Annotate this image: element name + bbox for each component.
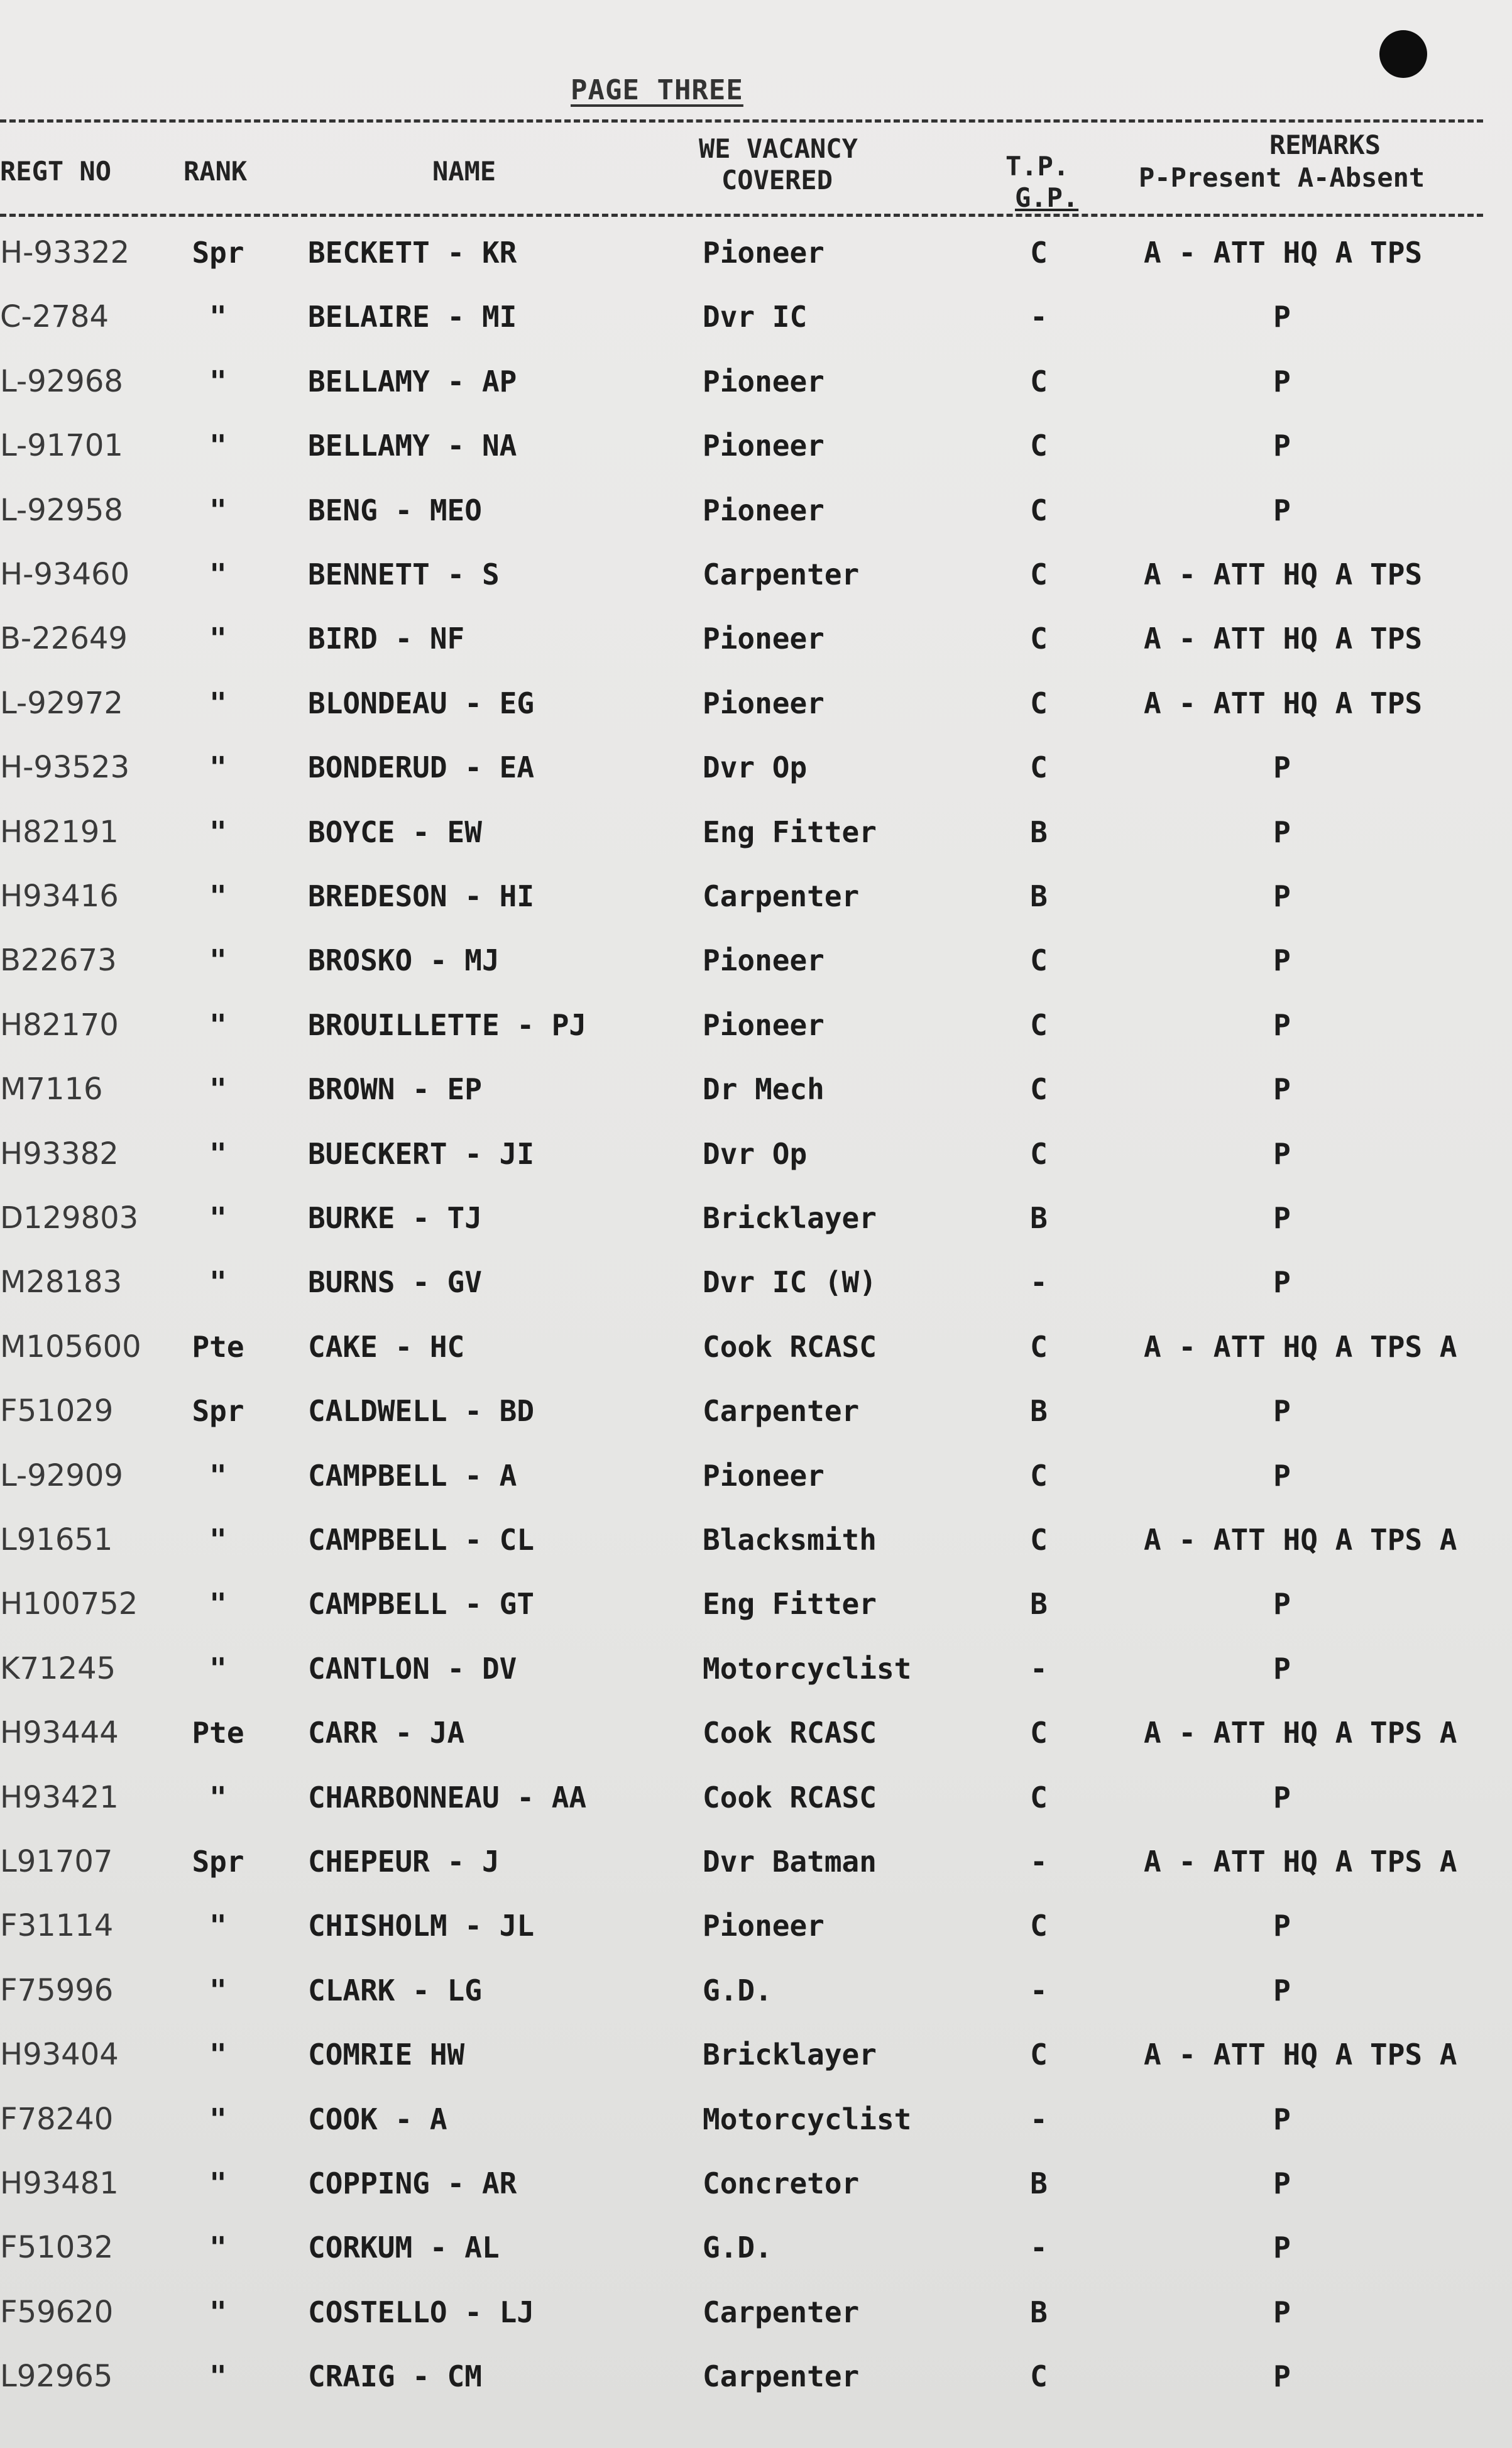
remarks-cell: P: [1273, 1394, 1291, 1428]
tp-cell: C: [1030, 1909, 1048, 1943]
remarks-cell: P: [1273, 2166, 1291, 2200]
vacancy-cell: Dvr Batman: [703, 1845, 877, 1879]
regt-no-cell: C-2784: [0, 299, 109, 334]
table-row: [0, 877, 1512, 941]
table-row: [0, 941, 1512, 1006]
rank-cell: Spr: [192, 1394, 244, 1428]
name-cell: CAMPBELL - GT: [308, 1587, 535, 1621]
regt-no-cell: H93404: [0, 2037, 119, 2072]
rank-cell: ": [209, 1008, 227, 1042]
name-cell: CORKUM - AL: [308, 2231, 500, 2264]
remarks-cell: A - ATT HQ A TPS A: [1144, 1330, 1457, 1364]
header-rank: RANK: [184, 156, 248, 187]
name-cell: CALDWELL - BD: [308, 1394, 535, 1428]
regt-no-cell: H93382: [0, 1136, 119, 1172]
regt-no-cell: M28183: [0, 1265, 123, 1300]
vacancy-cell: Bricklayer: [703, 1201, 877, 1235]
rank-cell: ": [209, 622, 227, 656]
vacancy-cell: Cook RCASC: [703, 1330, 877, 1364]
table-row: [0, 1457, 1512, 1521]
tp-cell: C: [1030, 2359, 1048, 2393]
rank-cell: ": [209, 1973, 227, 2007]
name-cell: CHEPEUR - J: [308, 1845, 500, 1879]
regt-no-cell: L-92958: [0, 493, 123, 528]
vacancy-cell: Dvr Op: [703, 750, 808, 784]
tp-cell: C: [1030, 2038, 1048, 2072]
vacancy-cell: Pioneer: [703, 1909, 824, 1943]
table-row: [0, 2036, 1512, 2100]
tp-cell: C: [1030, 750, 1048, 784]
vacancy-cell: Carpenter: [703, 2359, 860, 2393]
remarks-cell: A - ATT HQ A TPS A: [1144, 1716, 1457, 1750]
header-name: NAME: [432, 156, 496, 187]
name-cell: CAMPBELL - CL: [308, 1523, 535, 1557]
regt-no-cell: F31114: [0, 1908, 114, 1943]
table-row: [0, 491, 1512, 556]
tp-cell: C: [1030, 1459, 1048, 1493]
table-row: [0, 1199, 1512, 1263]
table-row: [0, 1972, 1512, 2036]
vacancy-cell: Motorcyclist: [703, 1652, 912, 1686]
regt-no-cell: H93444: [0, 1715, 119, 1750]
table-row: [0, 1843, 1512, 1907]
table-row: [0, 1135, 1512, 1199]
rank-cell: Pte: [192, 1330, 244, 1364]
table-row: [0, 234, 1512, 298]
header-vacancy-line2: COVERED: [721, 165, 833, 195]
name-cell: BURKE - TJ: [308, 1201, 482, 1235]
name-cell: CAMPBELL - A: [308, 1459, 517, 1493]
rank-cell: ": [209, 1781, 227, 1814]
table-row: [0, 684, 1512, 749]
remarks-cell: P: [1273, 2295, 1291, 2329]
rank-cell: ": [209, 1201, 227, 1235]
rank-cell: ": [209, 429, 227, 463]
table-row: [0, 298, 1512, 362]
regt-no-cell: L91707: [0, 1844, 113, 1879]
rank-cell: ": [209, 750, 227, 784]
table-row: [0, 1070, 1512, 1134]
rank-cell: ": [209, 300, 227, 334]
vacancy-cell: G.D.: [703, 2231, 772, 2264]
name-cell: BROWN - EP: [308, 1072, 482, 1106]
rank-cell: ": [209, 1459, 227, 1493]
table-row: [0, 620, 1512, 684]
tp-cell: C: [1030, 686, 1048, 720]
tp-cell: C: [1030, 1523, 1048, 1557]
name-cell: BIRD - NF: [308, 622, 465, 656]
name-cell: BECKETT - KR: [308, 236, 517, 270]
rank-cell: ": [209, 1523, 227, 1557]
table-row: [0, 749, 1512, 813]
remarks-cell: P: [1273, 879, 1291, 913]
tp-cell: B: [1030, 1587, 1048, 1621]
regt-no-cell: L91651: [0, 1522, 113, 1557]
name-cell: COMRIE HW: [308, 2038, 465, 2072]
rank-cell: ": [209, 2231, 227, 2264]
name-cell: CHARBONNEAU - AA: [308, 1781, 587, 1814]
tp-cell: C: [1030, 1137, 1048, 1171]
tp-cell: B: [1030, 1201, 1048, 1235]
vacancy-cell: G.D.: [703, 1973, 772, 2007]
regt-no-cell: K71245: [0, 1651, 116, 1686]
remarks-cell: P: [1273, 1587, 1291, 1621]
vacancy-cell: Eng Fitter: [703, 1587, 877, 1621]
header-remarks-line1: REMARKS: [1269, 129, 1381, 160]
table-row: [0, 1585, 1512, 1649]
rank-cell: Spr: [192, 236, 244, 270]
name-cell: BLONDEAU - EG: [308, 686, 535, 720]
regt-no-cell: H93421: [0, 1780, 119, 1815]
table-row: [0, 556, 1512, 620]
regt-no-cell: B-22649: [0, 621, 128, 656]
rank-cell: ": [209, 1265, 227, 1299]
vacancy-cell: Pioneer: [703, 1008, 824, 1042]
table-row: [0, 2229, 1512, 2293]
remarks-cell: P: [1273, 1137, 1291, 1171]
regt-no-cell: M105600: [0, 1329, 141, 1364]
remarks-cell: P: [1273, 2359, 1291, 2393]
tp-cell: C: [1030, 1008, 1048, 1042]
vacancy-cell: Carpenter: [703, 879, 860, 913]
table-row: [0, 1263, 1512, 1327]
table-row: [0, 1521, 1512, 1585]
tp-cell: C: [1030, 493, 1048, 527]
tp-cell: B: [1030, 2166, 1048, 2200]
tp-cell: B: [1030, 1394, 1048, 1428]
remarks-cell: A - ATT HQ A TPS: [1144, 557, 1423, 591]
remarks-cell: A - ATT HQ A TPS: [1144, 236, 1423, 270]
rank-cell: ": [209, 2295, 227, 2329]
name-cell: CRAIG - CM: [308, 2359, 482, 2393]
rank-cell: Spr: [192, 1845, 244, 1879]
rank-cell: ": [209, 1587, 227, 1621]
regt-no-cell: F51032: [0, 2230, 114, 2265]
table-row: [0, 1006, 1512, 1070]
regt-no-cell: H-93460: [0, 557, 130, 592]
regt-no-cell: L-92972: [0, 686, 123, 721]
regt-no-cell: L-92909: [0, 1458, 123, 1493]
name-cell: BENG - MEO: [308, 493, 482, 527]
table-row: [0, 2165, 1512, 2229]
name-cell: BELAIRE - MI: [308, 300, 517, 334]
tp-cell: C: [1030, 365, 1048, 398]
table-row: [0, 427, 1512, 491]
table-row: [0, 2100, 1512, 2165]
tp-cell: -: [1030, 300, 1048, 334]
tp-cell: C: [1030, 943, 1048, 977]
table-row: [0, 1714, 1512, 1778]
name-cell: COSTELLO - LJ: [308, 2295, 535, 2329]
remarks-cell: P: [1273, 750, 1291, 784]
name-cell: BUECKERT - JI: [308, 1137, 535, 1171]
table-row: [0, 1328, 1512, 1392]
vacancy-cell: Pioneer: [703, 365, 824, 398]
remarks-cell: A - ATT HQ A TPS A: [1144, 1523, 1457, 1557]
regt-no-cell: H-93322: [0, 235, 130, 270]
remarks-cell: P: [1273, 943, 1291, 977]
rank-cell: Pte: [192, 1716, 244, 1750]
name-cell: CLARK - LG: [308, 1973, 482, 2007]
rank-cell: ": [209, 1909, 227, 1943]
table-row: [0, 1907, 1512, 1971]
vacancy-cell: Concretor: [703, 2166, 860, 2200]
vacancy-cell: Carpenter: [703, 557, 860, 591]
vacancy-cell: Pioneer: [703, 1459, 824, 1493]
vacancy-cell: Pioneer: [703, 236, 824, 270]
tp-cell: -: [1030, 1265, 1048, 1299]
vacancy-cell: Pioneer: [703, 686, 824, 720]
rank-cell: ": [209, 943, 227, 977]
tp-cell: B: [1030, 815, 1048, 849]
header-top-divider: [0, 119, 1483, 123]
remarks-cell: P: [1273, 2102, 1291, 2136]
vacancy-cell: Dvr Op: [703, 1137, 808, 1171]
remarks-cell: P: [1273, 2231, 1291, 2264]
remarks-cell: P: [1273, 1652, 1291, 1686]
vacancy-cell: Dvr IC: [703, 300, 808, 334]
rank-cell: ": [209, 2038, 227, 2072]
name-cell: COOK - A: [308, 2102, 447, 2136]
rank-cell: ": [209, 557, 227, 591]
vacancy-cell: Eng Fitter: [703, 815, 877, 849]
vacancy-cell: Bricklayer: [703, 2038, 877, 2072]
remarks-cell: A - ATT HQ A TPS A: [1144, 2038, 1457, 2072]
name-cell: CARR - JA: [308, 1716, 465, 1750]
name-cell: COPPING - AR: [308, 2166, 517, 2200]
tp-cell: -: [1030, 2231, 1048, 2264]
vacancy-cell: Pioneer: [703, 429, 824, 463]
remarks-cell: P: [1273, 1781, 1291, 1814]
rank-cell: ": [209, 2102, 227, 2136]
table-row: [0, 363, 1512, 427]
tp-cell: C: [1030, 1072, 1048, 1106]
rank-cell: ": [209, 879, 227, 913]
remarks-cell: A - ATT HQ A TPS: [1144, 622, 1423, 656]
rank-cell: ": [209, 2359, 227, 2393]
tp-cell: C: [1030, 1716, 1048, 1750]
vacancy-cell: Pioneer: [703, 493, 824, 527]
tp-cell: -: [1030, 2102, 1048, 2136]
regt-no-cell: B22673: [0, 943, 117, 978]
tp-cell: C: [1030, 1781, 1048, 1814]
header-tp-line1: T.P.: [1005, 151, 1070, 182]
remarks-cell: P: [1273, 1072, 1291, 1106]
name-cell: CHISHOLM - JL: [308, 1909, 535, 1943]
table-row: [0, 1650, 1512, 1714]
regt-no-cell: L-92968: [0, 364, 123, 399]
rank-cell: ": [209, 1137, 227, 1171]
remarks-cell: P: [1273, 365, 1291, 398]
tp-cell: B: [1030, 879, 1048, 913]
remarks-cell: P: [1273, 1973, 1291, 2007]
tp-cell: -: [1030, 1973, 1048, 2007]
remarks-cell: P: [1273, 1201, 1291, 1235]
remarks-cell: A - ATT HQ A TPS A: [1144, 1845, 1457, 1879]
rank-cell: ": [209, 686, 227, 720]
page-title: PAGE THREE: [571, 74, 743, 106]
header-bottom-divider: [0, 214, 1483, 217]
rank-cell: ": [209, 1652, 227, 1686]
header-regt-no: REGT NO: [0, 156, 112, 187]
rank-cell: ": [209, 493, 227, 527]
remarks-cell: P: [1273, 1265, 1291, 1299]
rank-cell: ": [209, 1072, 227, 1106]
name-cell: BONDERUD - EA: [308, 750, 535, 784]
remarks-cell: P: [1273, 429, 1291, 463]
punch-hole: [1379, 30, 1427, 78]
regt-no-cell: F75996: [0, 1973, 114, 2008]
rank-cell: ": [209, 2166, 227, 2200]
name-cell: BREDESON - HI: [308, 879, 535, 913]
regt-no-cell: H93481: [0, 2166, 119, 2201]
tp-cell: C: [1030, 622, 1048, 656]
remarks-cell: P: [1273, 1459, 1291, 1493]
vacancy-cell: Carpenter: [703, 1394, 860, 1428]
vacancy-cell: Dvr IC (W): [703, 1265, 877, 1299]
tp-cell: -: [1030, 1652, 1048, 1686]
header-vacancy-line1: WE VACANCY: [699, 133, 858, 164]
rank-cell: ": [209, 815, 227, 849]
regt-no-cell: F59620: [0, 2295, 114, 2330]
vacancy-cell: Pioneer: [703, 622, 824, 656]
tp-cell: C: [1030, 557, 1048, 591]
name-cell: BELLAMY - NA: [308, 429, 517, 463]
name-cell: BOYCE - EW: [308, 815, 482, 849]
regt-no-cell: H-93523: [0, 750, 130, 785]
vacancy-cell: Cook RCASC: [703, 1716, 877, 1750]
tp-cell: C: [1030, 1330, 1048, 1364]
header-tp-line2: G.P.: [1015, 182, 1079, 213]
name-cell: CAKE - HC: [308, 1330, 465, 1364]
vacancy-cell: Dr Mech: [703, 1072, 824, 1106]
regt-no-cell: M7116: [0, 1072, 103, 1107]
header-remarks-line2: P-Present A-Absent: [1139, 162, 1425, 193]
name-cell: BURNS - GV: [308, 1265, 482, 1299]
tp-cell: C: [1030, 429, 1048, 463]
name-cell: BROSKO - MJ: [308, 943, 500, 977]
remarks-cell: P: [1273, 300, 1291, 334]
vacancy-cell: Pioneer: [703, 943, 824, 977]
remarks-cell: P: [1273, 815, 1291, 849]
tp-cell: -: [1030, 1845, 1048, 1879]
vacancy-cell: Motorcyclist: [703, 2102, 912, 2136]
rank-cell: ": [209, 365, 227, 398]
regt-no-cell: F78240: [0, 2102, 114, 2137]
regt-no-cell: H82191: [0, 815, 119, 850]
tp-cell: B: [1030, 2295, 1048, 2329]
name-cell: BROUILLETTE - PJ: [308, 1008, 587, 1042]
table-row: [0, 2357, 1512, 2422]
regt-no-cell: F51029: [0, 1393, 114, 1429]
table-row: [0, 813, 1512, 877]
regt-no-cell: D129803: [0, 1200, 139, 1236]
remarks-cell: A - ATT HQ A TPS: [1144, 686, 1423, 720]
table-row: [0, 2293, 1512, 2357]
remarks-cell: P: [1273, 493, 1291, 527]
remarks-cell: P: [1273, 1008, 1291, 1042]
regt-no-cell: L-91701: [0, 428, 123, 463]
regt-no-cell: H82170: [0, 1007, 119, 1043]
name-cell: CANTLON - DV: [308, 1652, 517, 1686]
name-cell: BELLAMY - AP: [308, 365, 517, 398]
remarks-cell: P: [1273, 1909, 1291, 1943]
table-row: [0, 1779, 1512, 1843]
vacancy-cell: Cook RCASC: [703, 1781, 877, 1814]
regt-no-cell: H93416: [0, 879, 119, 914]
name-cell: BENNETT - S: [308, 557, 500, 591]
tp-cell: C: [1030, 236, 1048, 270]
vacancy-cell: Carpenter: [703, 2295, 860, 2329]
vacancy-cell: Blacksmith: [703, 1523, 877, 1557]
table-row: [0, 1392, 1512, 1456]
regt-no-cell: L92965: [0, 2359, 113, 2394]
regt-no-cell: H100752: [0, 1586, 138, 1622]
